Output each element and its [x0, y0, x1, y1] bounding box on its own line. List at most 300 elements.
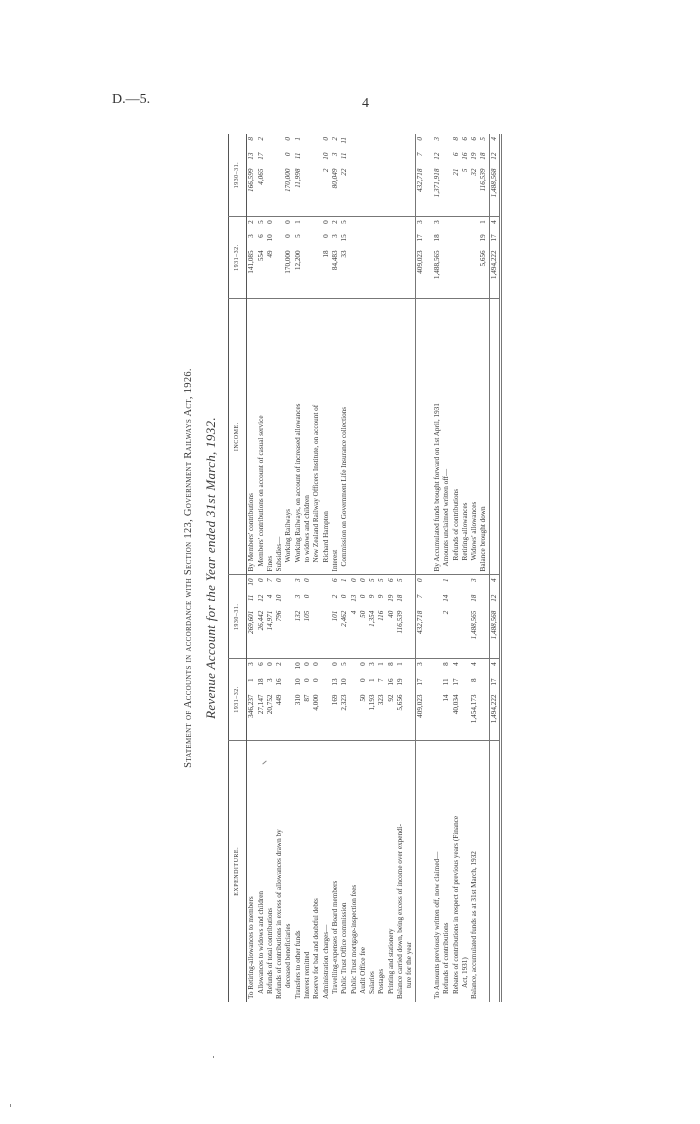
- shillings-cell: [350, 231, 359, 247]
- pounds-cell: 116: [377, 608, 386, 659]
- pence-cell: [461, 575, 470, 592]
- pence-cell: 1: [479, 220, 488, 224]
- pence-cell: 8: [451, 137, 460, 141]
- pence-cell: 1: [396, 662, 405, 666]
- shillings-cell: [275, 231, 284, 247]
- pounds-cell: 432,718: [415, 608, 425, 659]
- pounds-cell: 1,371,918: [433, 166, 442, 217]
- expenditure-item: To Retiring-allowances to members: [247, 896, 256, 999]
- shillings-cell: 10: [321, 152, 330, 160]
- shillings-cell: [433, 592, 442, 608]
- pence-cell: 3: [293, 578, 302, 583]
- pounds-cell: 2,323: [340, 691, 349, 740]
- shillings-cell: [359, 150, 368, 166]
- pence-cell: 0: [321, 137, 330, 141]
- spacer-row: [425, 134, 433, 1002]
- pounds-cell: 49: [266, 247, 275, 298]
- revenue-account-table: [228, 134, 502, 1002]
- shillings-cell: 16: [386, 678, 395, 686]
- income-item: to widows and children: [303, 299, 312, 575]
- shillings-cell: [479, 592, 489, 608]
- pence-cell: 0: [303, 662, 312, 666]
- pounds-cell: [479, 691, 489, 740]
- pounds-cell: [303, 247, 312, 298]
- pence-cell: 3: [415, 217, 425, 232]
- total-label: [489, 740, 500, 1002]
- pounds-cell: [284, 691, 293, 740]
- pounds-cell: 20,752: [266, 691, 275, 740]
- shillings-cell: 3: [265, 678, 274, 683]
- pounds-cell: 26,442: [257, 608, 266, 659]
- shillings-cell: [405, 150, 415, 166]
- pence-cell: 6: [460, 137, 469, 141]
- pounds-cell: [350, 247, 359, 298]
- pence-cell: 0: [349, 578, 358, 583]
- pence-cell: [405, 217, 415, 232]
- pence-cell: 1: [293, 137, 302, 141]
- spacer-cell: [425, 659, 433, 676]
- pence-cell: [479, 575, 489, 592]
- pence-cell: 3: [368, 662, 377, 666]
- pounds-cell: [368, 166, 377, 217]
- shillings-cell: [396, 150, 405, 166]
- pence-cell: [350, 217, 359, 232]
- pounds-cell: 796: [275, 608, 284, 659]
- pounds-cell: [359, 247, 368, 298]
- pence-cell: 5: [396, 578, 405, 583]
- expenditure-item: Transfers to other funds: [293, 930, 302, 999]
- pence-cell: 2: [330, 220, 339, 224]
- pence-cell: 0: [284, 137, 293, 141]
- statement-subtitle: Revenue Account for the Year ended 31st March, 1932.: [203, 417, 218, 719]
- pounds-cell: [461, 608, 470, 659]
- shillings-cell: 0: [284, 234, 293, 238]
- pence-cell: 3: [247, 662, 256, 666]
- shillings-cell: 18: [432, 234, 441, 242]
- shillings-cell: [452, 592, 461, 608]
- pence-cell: [387, 134, 396, 150]
- shillings-cell: 7: [377, 678, 386, 683]
- table-row: [294, 134, 303, 1002]
- expenditure-item: deceased beneficiaries: [284, 923, 293, 988]
- pence-cell: [303, 134, 312, 150]
- pence-cell: [442, 217, 451, 232]
- expenditure-item: Refunds of total contributions: [265, 907, 274, 994]
- shillings-cell: 18: [479, 152, 488, 160]
- shillings-cell: 11: [293, 152, 302, 160]
- pounds-cell: [284, 608, 293, 659]
- inc-1931-header: 1930–31.: [229, 134, 247, 217]
- pounds-cell: 409,023: [415, 691, 425, 740]
- income-item: [405, 299, 415, 575]
- pence-cell: [359, 217, 368, 232]
- shillings-cell: 10: [265, 234, 274, 242]
- shillings-cell: [322, 675, 331, 691]
- income-item: Richard Hampton: [322, 299, 331, 575]
- shillings-cell: 10: [340, 678, 349, 686]
- pounds-cell: 310: [294, 691, 303, 740]
- pounds-cell: [322, 691, 331, 740]
- pounds-cell: 2: [322, 166, 331, 217]
- income-item: [359, 299, 368, 575]
- shillings-cell: 17: [489, 675, 500, 691]
- table-row: [387, 134, 396, 1002]
- pence-cell: 2: [247, 220, 256, 224]
- shillings-cell: 13: [349, 594, 358, 602]
- expenditure-item: Travelling-expenses of Board members: [330, 880, 339, 994]
- shillings-cell: 18: [470, 594, 479, 602]
- pence-cell: [479, 659, 489, 676]
- pounds-cell: 432,718: [415, 166, 425, 217]
- shillings-cell: 17: [415, 675, 425, 691]
- shillings-cell: 6: [256, 234, 265, 238]
- pence-cell: 0: [303, 578, 312, 583]
- shillings-cell: 1: [368, 678, 377, 683]
- pence-cell: [396, 217, 405, 232]
- table-row: [359, 134, 368, 1002]
- table-row: [266, 134, 275, 1002]
- shillings-cell: [442, 150, 451, 166]
- shillings-cell: 7: [415, 150, 425, 166]
- pounds-cell: 132: [294, 608, 303, 659]
- shillings-cell: 7: [415, 592, 425, 608]
- pence-cell: [470, 217, 479, 232]
- pence-cell: 0: [358, 578, 367, 583]
- pence-cell: 0: [284, 220, 293, 224]
- table-row: [322, 134, 331, 1002]
- table-row: [470, 134, 479, 1002]
- table-row: [377, 134, 386, 1002]
- table-row: [275, 134, 284, 1002]
- pence-cell: 6: [256, 662, 265, 666]
- pounds-cell: 554: [257, 247, 266, 298]
- shillings-cell: [452, 231, 461, 247]
- statement-title: Statement of Accounts in accordance with Section 123, Government Railways Act, 1926.: [183, 368, 194, 768]
- table-row: [303, 134, 312, 1002]
- pounds-cell: 21: [452, 166, 461, 217]
- shillings-cell: 9: [368, 594, 377, 599]
- income-item: New Zealand Railway Officers Institute, on account of: [312, 299, 321, 575]
- pence-cell: [284, 659, 293, 676]
- table-row: [461, 134, 470, 1002]
- expenditure-item: Balance carried down, being excess of income over expendi-: [396, 823, 405, 999]
- shillings-cell: 3: [247, 234, 256, 238]
- shillings-cell: [470, 231, 479, 247]
- table-row: [247, 134, 257, 1002]
- pounds-cell: 1,488,568: [489, 608, 500, 659]
- shillings-cell: [479, 675, 489, 691]
- pounds-cell: [312, 247, 321, 298]
- pence-cell: 0: [321, 220, 330, 224]
- pence-cell: [312, 217, 321, 232]
- shillings-cell: [405, 675, 415, 691]
- pence-cell: [303, 217, 312, 232]
- shillings-cell: [359, 231, 368, 247]
- table-row: [396, 134, 405, 1002]
- pence-cell: [405, 134, 415, 150]
- pounds-cell: 409,023: [415, 247, 425, 298]
- subtotal-label: [415, 299, 425, 575]
- shillings-cell: [405, 231, 415, 247]
- pounds-cell: [312, 166, 321, 217]
- pounds-cell: 50: [359, 691, 368, 740]
- pounds-cell: [479, 608, 489, 659]
- shillings-cell: [312, 592, 321, 608]
- shillings-cell: [312, 150, 321, 166]
- pounds-cell: 87: [303, 691, 312, 740]
- pence-cell: [461, 659, 470, 676]
- shillings-cell: 3: [330, 234, 339, 238]
- income-item: Balance brought down: [479, 299, 489, 575]
- income-item: Retiring-allowances: [461, 299, 470, 575]
- pounds-cell: [387, 166, 396, 217]
- income-item: Amounts unclaimed written off—: [442, 299, 451, 575]
- income-item: Commission on Government Life Insurance collections: [340, 299, 349, 575]
- pounds-cell: [377, 166, 386, 217]
- income-item: Working Railways: [284, 299, 293, 575]
- pounds-cell: [405, 608, 415, 659]
- pence-cell: [433, 575, 442, 592]
- pence-cell: [387, 217, 396, 232]
- shillings-cell: 12: [489, 150, 500, 166]
- income-item: Subsidies—: [275, 299, 284, 575]
- spacer-cell: [425, 592, 433, 608]
- pence-cell: [368, 217, 377, 232]
- shillings-cell: [350, 150, 359, 166]
- pounds-cell: [368, 247, 377, 298]
- shillings-cell: [350, 675, 359, 691]
- pounds-cell: 50: [359, 608, 368, 659]
- pence-cell: 0: [415, 575, 425, 592]
- shillings-cell: [396, 231, 405, 247]
- pounds-cell: 27,147: [257, 691, 266, 740]
- spacer-cell: [425, 575, 433, 592]
- expenditure-item: Balance, accumulated funds as at 31st March, 1932: [470, 851, 479, 999]
- pounds-cell: 1,488,568: [489, 166, 500, 217]
- pence-cell: 10: [247, 578, 256, 586]
- shillings-cell: [461, 231, 470, 247]
- shillings-cell: [387, 150, 396, 166]
- shillings-cell: [266, 150, 275, 166]
- shillings-cell: 9: [377, 594, 386, 599]
- spacer-cell: [425, 675, 433, 691]
- shillings-cell: 10: [293, 678, 302, 686]
- pence-cell: [452, 575, 461, 592]
- spacer-cell: [425, 691, 433, 740]
- pounds-cell: [442, 166, 451, 217]
- pence-cell: 4: [470, 662, 479, 666]
- pence-cell: 10: [293, 662, 302, 670]
- pounds-cell: [396, 166, 405, 217]
- pounds-cell: 1,454,173: [470, 691, 479, 740]
- pounds-cell: 1,354: [368, 608, 377, 659]
- income-item: By Accumulated funds brought forward on 1st April, 1931: [433, 299, 442, 575]
- shillings-cell: 0: [358, 678, 367, 683]
- pounds-cell: 22: [340, 166, 349, 217]
- income-item: [350, 299, 359, 575]
- pounds-cell: [275, 247, 284, 298]
- shillings-cell: 18: [396, 594, 405, 602]
- pence-cell: 1: [340, 578, 349, 583]
- pence-cell: 8: [386, 662, 395, 666]
- pence-cell: 8: [247, 137, 256, 141]
- pounds-cell: 1,193: [368, 691, 377, 740]
- expenditure-item: Audit Office fee: [358, 947, 367, 994]
- pence-cell: [405, 575, 415, 592]
- shillings-cell: 19: [470, 152, 479, 160]
- expenditure-item: To Amounts previously written off, now claimed—: [432, 851, 441, 999]
- expenditure-item: Postages: [377, 968, 386, 994]
- pounds-cell: [312, 608, 321, 659]
- pence-cell: [359, 134, 368, 150]
- pounds-cell: [377, 247, 386, 298]
- shillings-cell: 13: [330, 678, 339, 686]
- pounds-cell: [405, 247, 415, 298]
- pence-cell: 5: [340, 220, 349, 224]
- table-row: [331, 134, 340, 1002]
- pence-cell: 8: [442, 662, 451, 666]
- total-label: [489, 299, 500, 575]
- pounds-cell: [303, 166, 312, 217]
- pence-cell: [377, 217, 386, 232]
- pence-cell: 5: [479, 137, 488, 141]
- pounds-cell: [452, 608, 461, 659]
- pounds-cell: [433, 608, 442, 659]
- pence-cell: 0: [415, 134, 425, 150]
- pence-cell: [284, 575, 293, 592]
- pounds-cell: 4,000: [312, 691, 321, 740]
- income-item: Widows' allowances: [470, 299, 479, 575]
- table-row: [340, 134, 349, 1002]
- shillings-cell: 16: [460, 152, 469, 160]
- shillings-cell: [387, 231, 396, 247]
- table-row: [442, 134, 451, 1002]
- shillings-cell: 0: [303, 594, 312, 599]
- expenditure-item: Salaries: [368, 971, 377, 994]
- pounds-cell: [405, 691, 415, 740]
- pounds-cell: [275, 166, 284, 217]
- shillings-cell: [368, 150, 377, 166]
- spacer-cell: [425, 150, 433, 166]
- page-number: 4: [362, 96, 369, 111]
- pence-cell: 3: [432, 137, 441, 141]
- income-item: Working Railways, on account of increased allowances: [294, 299, 303, 575]
- pounds-cell: 116,539: [396, 608, 405, 659]
- shillings-cell: 11: [442, 678, 451, 686]
- income-item: [368, 299, 377, 575]
- expenditure-item: Interest remitted: [303, 951, 312, 999]
- table-header-row: [229, 134, 247, 1002]
- pounds-cell: [396, 247, 405, 298]
- pence-cell: [461, 217, 470, 232]
- income-header: INCOME.: [229, 299, 247, 575]
- expenditure-item: [479, 740, 489, 1002]
- spacer-cell: [425, 134, 433, 150]
- pence-cell: 4: [489, 134, 500, 150]
- pounds-cell: [442, 247, 451, 298]
- pence-cell: 1: [442, 578, 451, 583]
- shillings-cell: 17: [489, 231, 500, 247]
- pence-cell: 1: [293, 220, 302, 224]
- pounds-cell: 323: [377, 691, 386, 740]
- pounds-cell: 33: [340, 247, 349, 298]
- pence-cell: 1: [377, 662, 386, 666]
- pounds-cell: [322, 608, 331, 659]
- shillings-cell: 17: [256, 152, 265, 160]
- total-row: [489, 134, 500, 1002]
- shillings-cell: 19: [386, 594, 395, 602]
- spacer-cell: [425, 217, 433, 232]
- pounds-cell: [350, 691, 359, 740]
- pounds-cell: 40: [387, 608, 396, 659]
- pounds-cell: [387, 247, 396, 298]
- pence-cell: [266, 134, 275, 150]
- pence-cell: 3: [415, 659, 425, 676]
- pence-cell: [312, 134, 321, 150]
- pence-cell: [350, 659, 359, 676]
- income-item: Members' contributions on account of casual service: [257, 299, 266, 575]
- exp-1931-header: 1930–31.: [229, 575, 247, 659]
- pounds-cell: 169: [331, 691, 340, 740]
- shillings-cell: 4: [265, 594, 274, 599]
- pence-cell: [405, 659, 415, 676]
- shillings-cell: 17: [451, 678, 460, 686]
- pence-cell: 0: [358, 662, 367, 666]
- account-body-upper: [247, 134, 425, 1002]
- pounds-cell: [359, 166, 368, 217]
- shillings-cell: 3: [330, 152, 339, 157]
- shillings-cell: 5: [293, 234, 302, 238]
- pounds-cell: 2: [442, 608, 451, 659]
- shillings-cell: 0: [358, 594, 367, 599]
- table-row: [405, 134, 415, 1002]
- rotated-statement: [125, 134, 545, 1002]
- pounds-cell: 141,085: [247, 247, 257, 298]
- pence-cell: [368, 134, 377, 150]
- shillings-cell: 19: [479, 234, 488, 242]
- pence-cell: 3: [470, 578, 479, 583]
- pence-cell: 2: [275, 662, 284, 666]
- shillings-cell: 18: [256, 678, 265, 686]
- pence-cell: 4: [489, 575, 500, 592]
- subtotal-label: [415, 740, 425, 1002]
- income-item: [377, 299, 386, 575]
- spacer-cell: [425, 299, 433, 575]
- pounds-cell: 269,601: [247, 608, 257, 659]
- pounds-cell: 346,237: [247, 691, 257, 740]
- expenditure-item: Printing and stationery: [386, 928, 395, 994]
- pence-cell: 0: [256, 578, 265, 583]
- pounds-cell: [405, 166, 415, 217]
- pence-cell: [322, 575, 331, 592]
- pence-cell: [442, 134, 451, 150]
- shillings-cell: 12: [256, 594, 265, 602]
- pounds-cell: 1,488,565: [433, 247, 442, 298]
- income-item: By Members' contributions: [247, 299, 257, 575]
- shillings-cell: [322, 592, 331, 608]
- expenditure-item: Allowances to widows and children: [256, 891, 265, 994]
- shillings-cell: 19: [396, 678, 405, 686]
- pence-cell: 0: [275, 578, 284, 583]
- pounds-cell: 18: [322, 247, 331, 298]
- shillings-cell: [303, 231, 312, 247]
- pence-cell: 4: [451, 662, 460, 666]
- stray-mark: [10, 1104, 11, 1107]
- income-item: Fines: [266, 299, 275, 575]
- pounds-cell: 170,000: [284, 247, 293, 298]
- pence-cell: 4: [489, 217, 500, 232]
- shillings-cell: [368, 231, 377, 247]
